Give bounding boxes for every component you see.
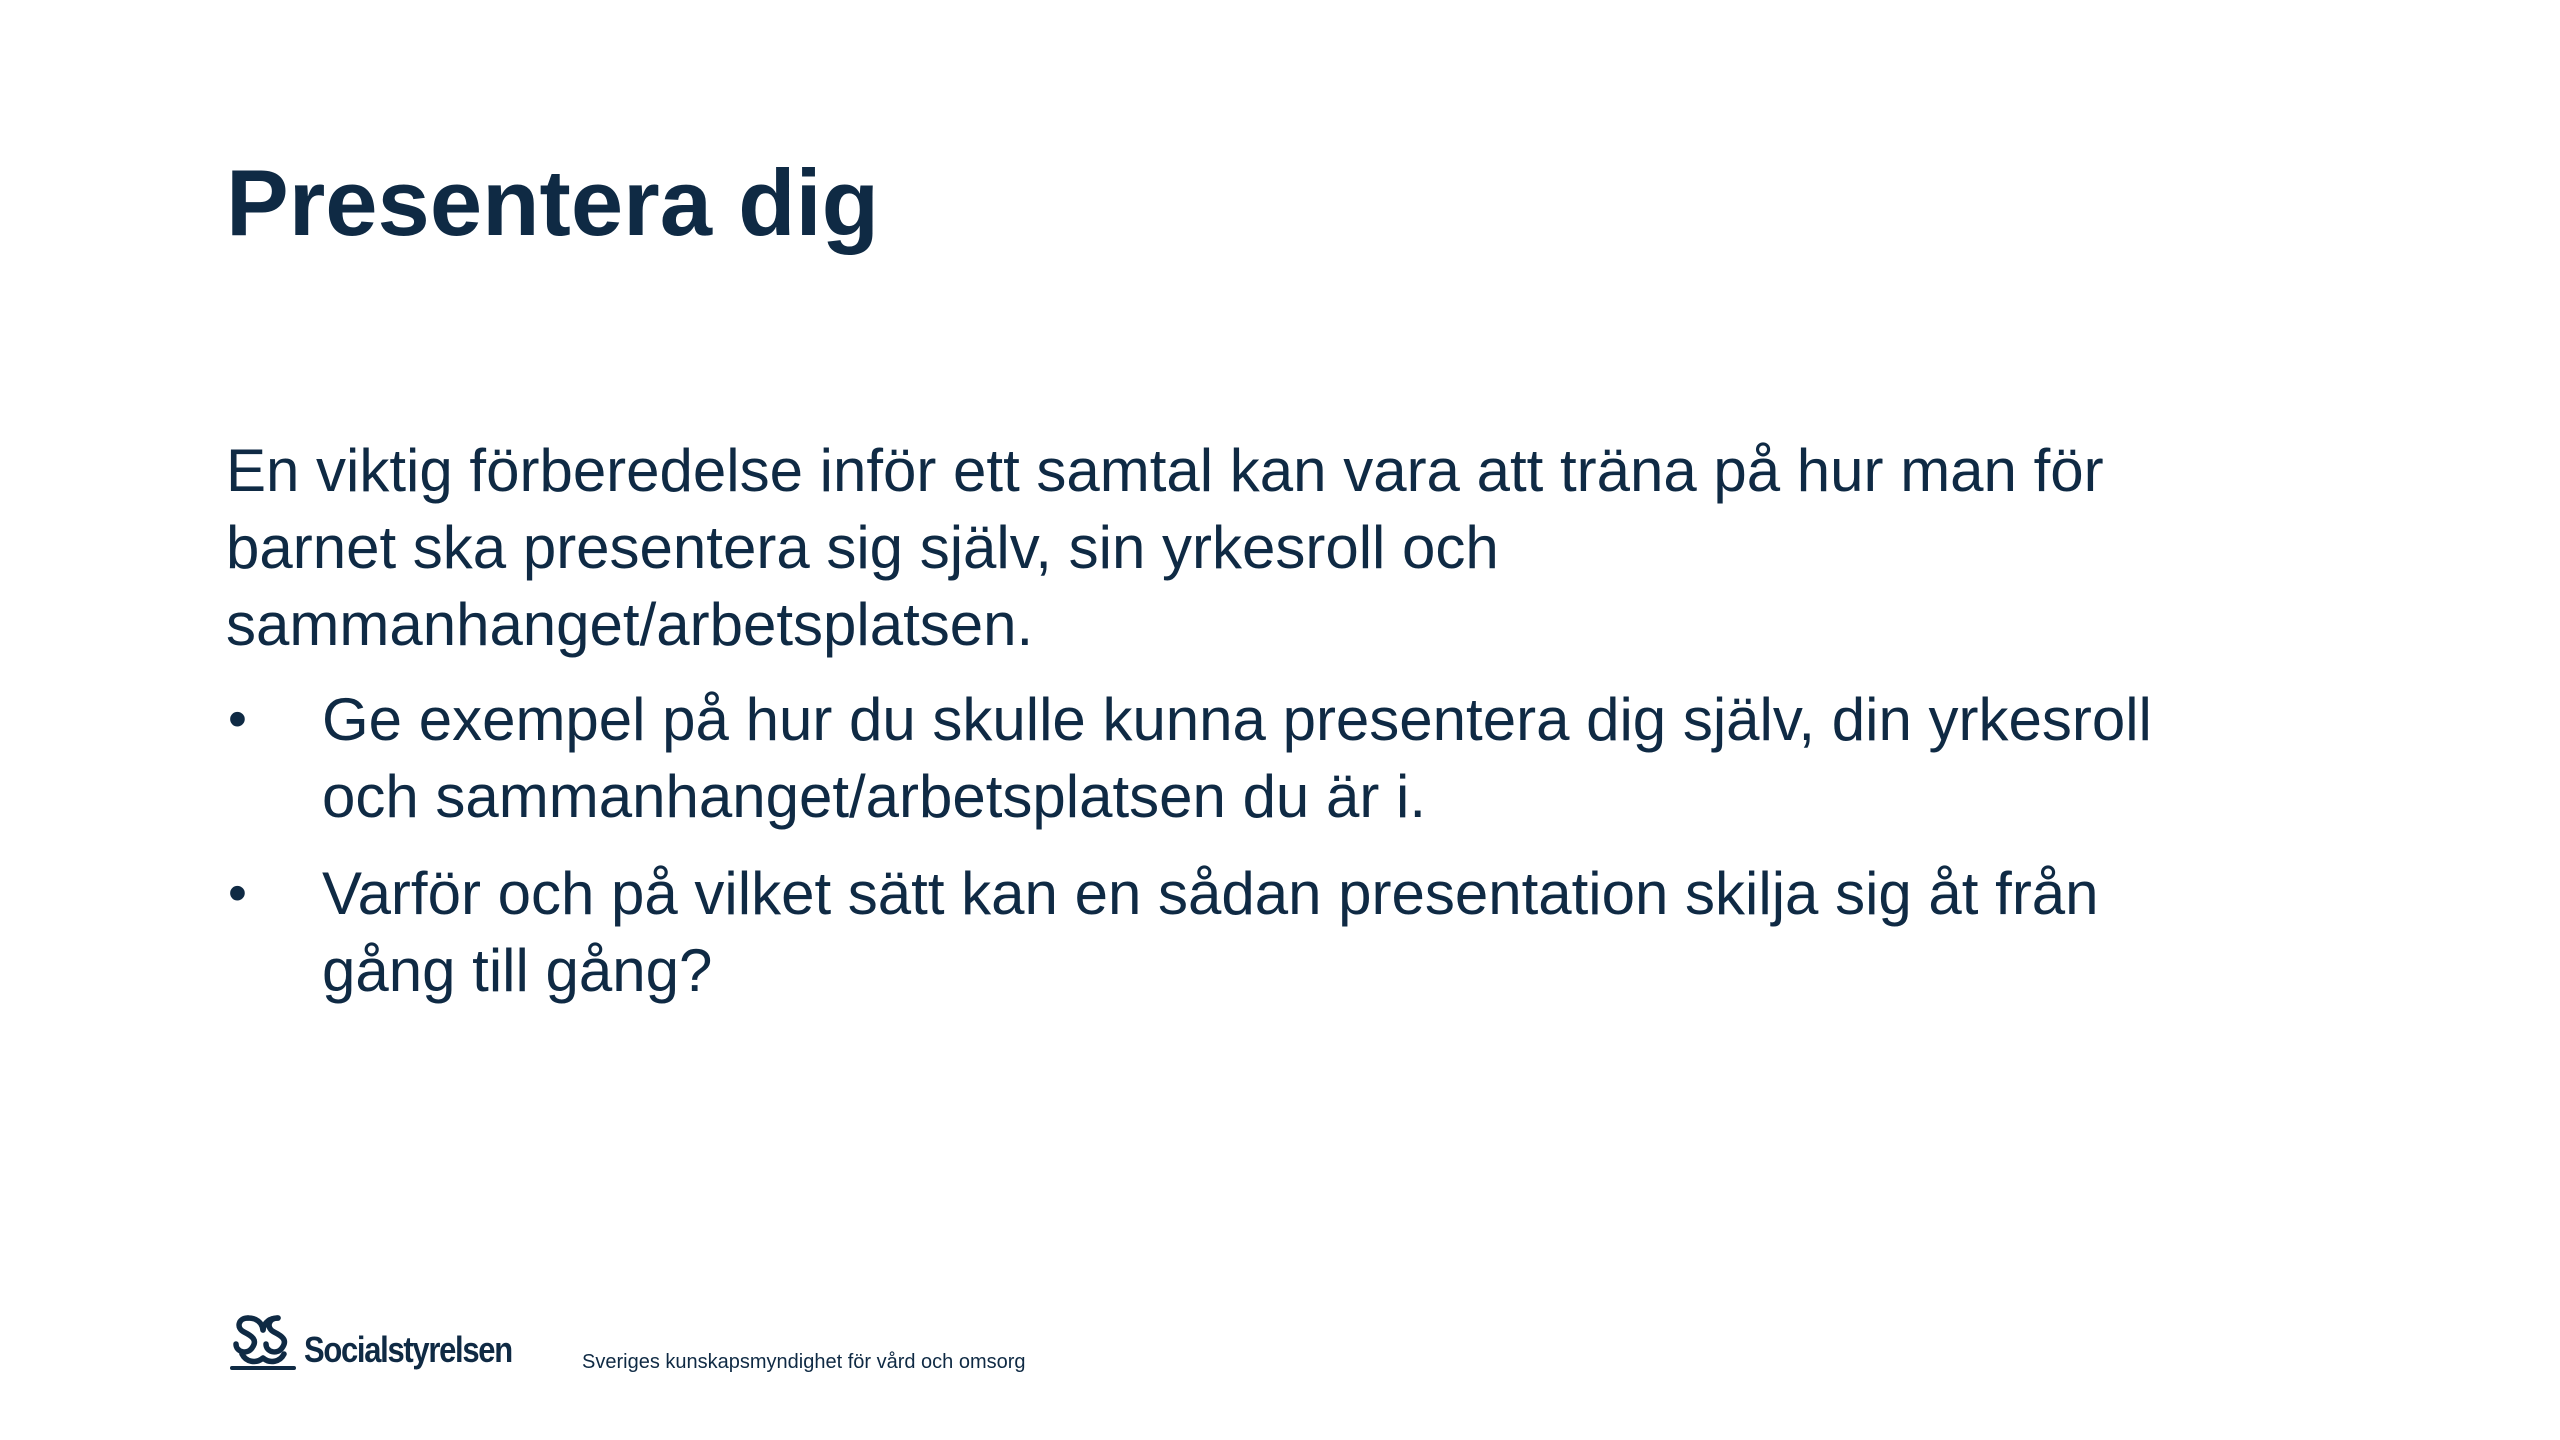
slide-body: [226, 432, 2246, 1029]
socialstyrelsen-emblem-icon: [228, 1310, 298, 1372]
tagline: Sveriges kunskapsmyndighet för vård och omsorg: [582, 1351, 1026, 1373]
footer: [228, 1308, 1026, 1373]
slide-title: Presentera dig: [226, 150, 880, 255]
bullet-list: [226, 681, 2246, 1009]
intro-paragraph: En viktig förberedelse inför ett samtal kan vara att träna på hur man för barnet ska presentera sig själv, sin yrkesroll och sammanhanget/arbetsplatsen.: [226, 437, 2104, 658]
bullet-text: Varför och på vilket sätt kan en sådan presentation skilja sig åt från gång till gång?: [322, 860, 2099, 1004]
bullet-item: [226, 855, 2246, 1009]
bullet-item: [226, 681, 2246, 835]
socialstyrelsen-logo: [228, 1308, 546, 1372]
bullet-text: Ge exempel på hur du skulle kunna presentera dig själv, din yrkesroll och sammanhanget/arbetsplatsen du är i.: [322, 686, 2152, 830]
logo-wordmark: Socialstyrelsen: [304, 1329, 512, 1370]
bullet-marker: •: [228, 689, 247, 749]
bullet-marker: •: [228, 863, 247, 923]
